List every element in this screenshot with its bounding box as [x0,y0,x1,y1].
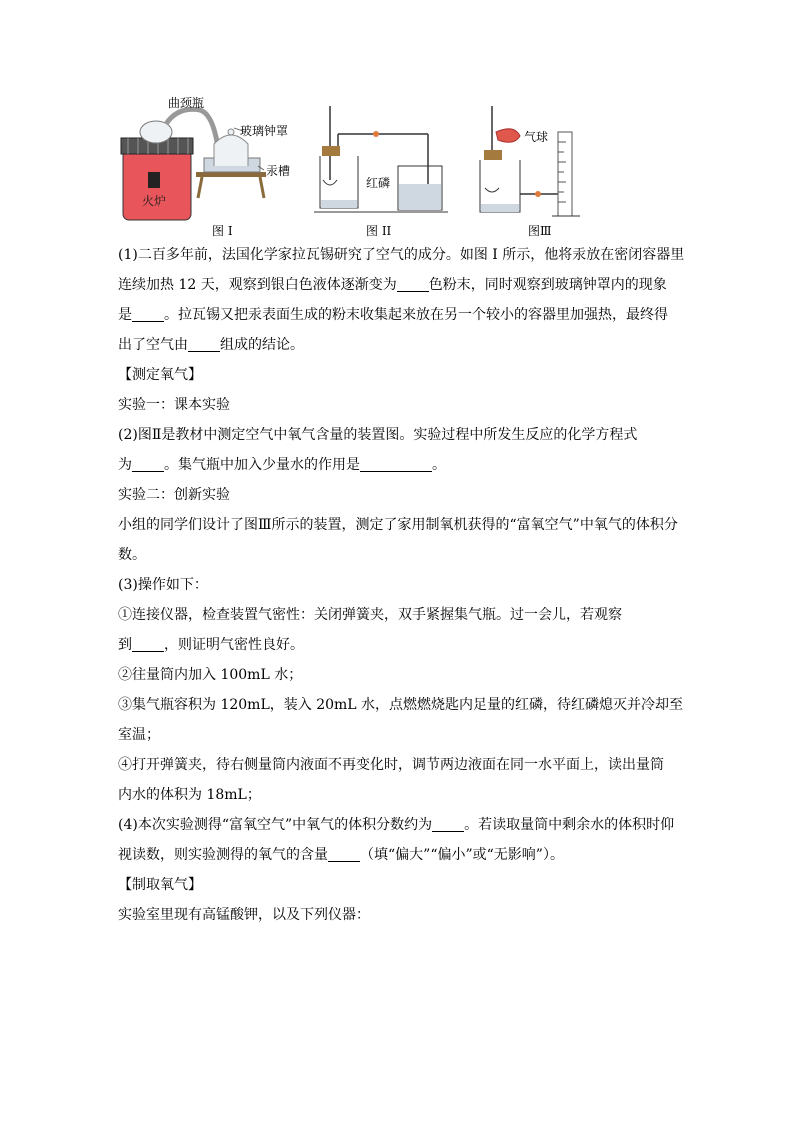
figure-2-drawing [314,106,448,212]
experiment-1-title: 实验一：课本实验 [118,397,230,413]
question-text [118,240,685,930]
answer-blank[interactable] [328,845,360,862]
answer-blank[interactable] [132,305,164,322]
q1-line-3: 是 。拉瓦锡又把汞表面生成的粉末收集起来放在另一个较小的容器里加强热，最终得 [118,307,668,323]
figures-row [118,88,588,238]
step-3-line-2: 室温； [118,727,160,743]
section-measure-oxygen: 【测定氧气】 [118,367,202,383]
experiment-2-title: 实验二：创新实验 [118,487,230,503]
label-balloon: 气球 [524,130,549,144]
label-trough: 汞槽 [266,164,291,178]
caption-fig-1: 图 I [212,224,233,238]
figure-3-drawing [480,106,580,216]
q1-line-2: 连续加热 12 天，观察到银白色液体逐渐变为 色粉末，同时观察到玻璃钟罩内的现象 [118,277,667,293]
step-2: ②往量筒内加入 100mL 水； [118,667,303,683]
intro-line-2: 数。 [118,547,146,563]
q1-line-1: (1)二百多年前，法国化学家拉瓦锡研究了空气的成分。如图 I 所示，他将汞放在密闭容器里 [118,247,685,263]
label-furnace: 火炉 [142,194,167,208]
q2-line-1: (2)图Ⅱ是教材中测定空气中氧气含量的装置图。实验过程中所发生反应的化学方程式 [118,427,638,443]
step-1-line-1: ①连接仪器，检查装置气密性：关闭弹簧夹，双手紧握集气瓶。过一会儿，若观察 [118,607,622,623]
q3-heading: (3)操作如下： [118,577,208,593]
step-1-line-2: 到 ，则证明气密性良好。 [118,637,304,653]
section-prepare-oxygen: 【制取氧气】 [118,877,202,893]
q4-line-2: 视读数，则实验测得的氧气的含量 （填“偏大”“偏小”或“无影响”）。 [118,847,564,863]
answer-blank[interactable] [132,635,164,652]
answer-blank[interactable] [397,275,429,292]
step-4-line-1: ④打开弹簧夹，待右侧量筒内液面不再变化时，调节两边液面在同一水平面上，读出量筒 [118,757,664,773]
caption-fig-3: 图Ⅲ [528,224,552,238]
answer-blank[interactable] [188,335,220,352]
q4-line-1: (4)本次实验测得“富氧空气”中氧气的体积分数约为 。若读取量筒中剩余水的体积时仰 [118,817,675,833]
step-3-line-1: ③集气瓶容积为 120mL，装入 20mL 水，点燃燃烧匙内足量的红磷，待红磷熄灭并冷却至 [118,697,684,713]
final-line: 实验室里现有高锰酸钾，以及下列仪器： [118,907,370,923]
answer-blank[interactable] [132,455,164,472]
label-flask: 曲颈瓶 [168,96,205,110]
caption-fig-2: 图 II [366,224,392,238]
label-red-phosphorus: 红磷 [366,176,391,190]
answer-blank[interactable] [360,455,432,472]
intro-line-1: 小组的同学们设计了图Ⅲ所示的装置，测定了家用制氧机获得的“富氧空气”中氧气的体积分 [118,517,678,533]
answer-blank[interactable] [432,815,464,832]
q1-line-4: 出了空气由 组成的结论。 [118,337,304,353]
label-bell-jar: 玻璃钟罩 [240,124,289,138]
step-4-line-2: 内水的体积为 18mL； [118,787,261,803]
q2-line-2: 为 。集气瓶中加入少量水的作用是 。 [118,457,446,473]
